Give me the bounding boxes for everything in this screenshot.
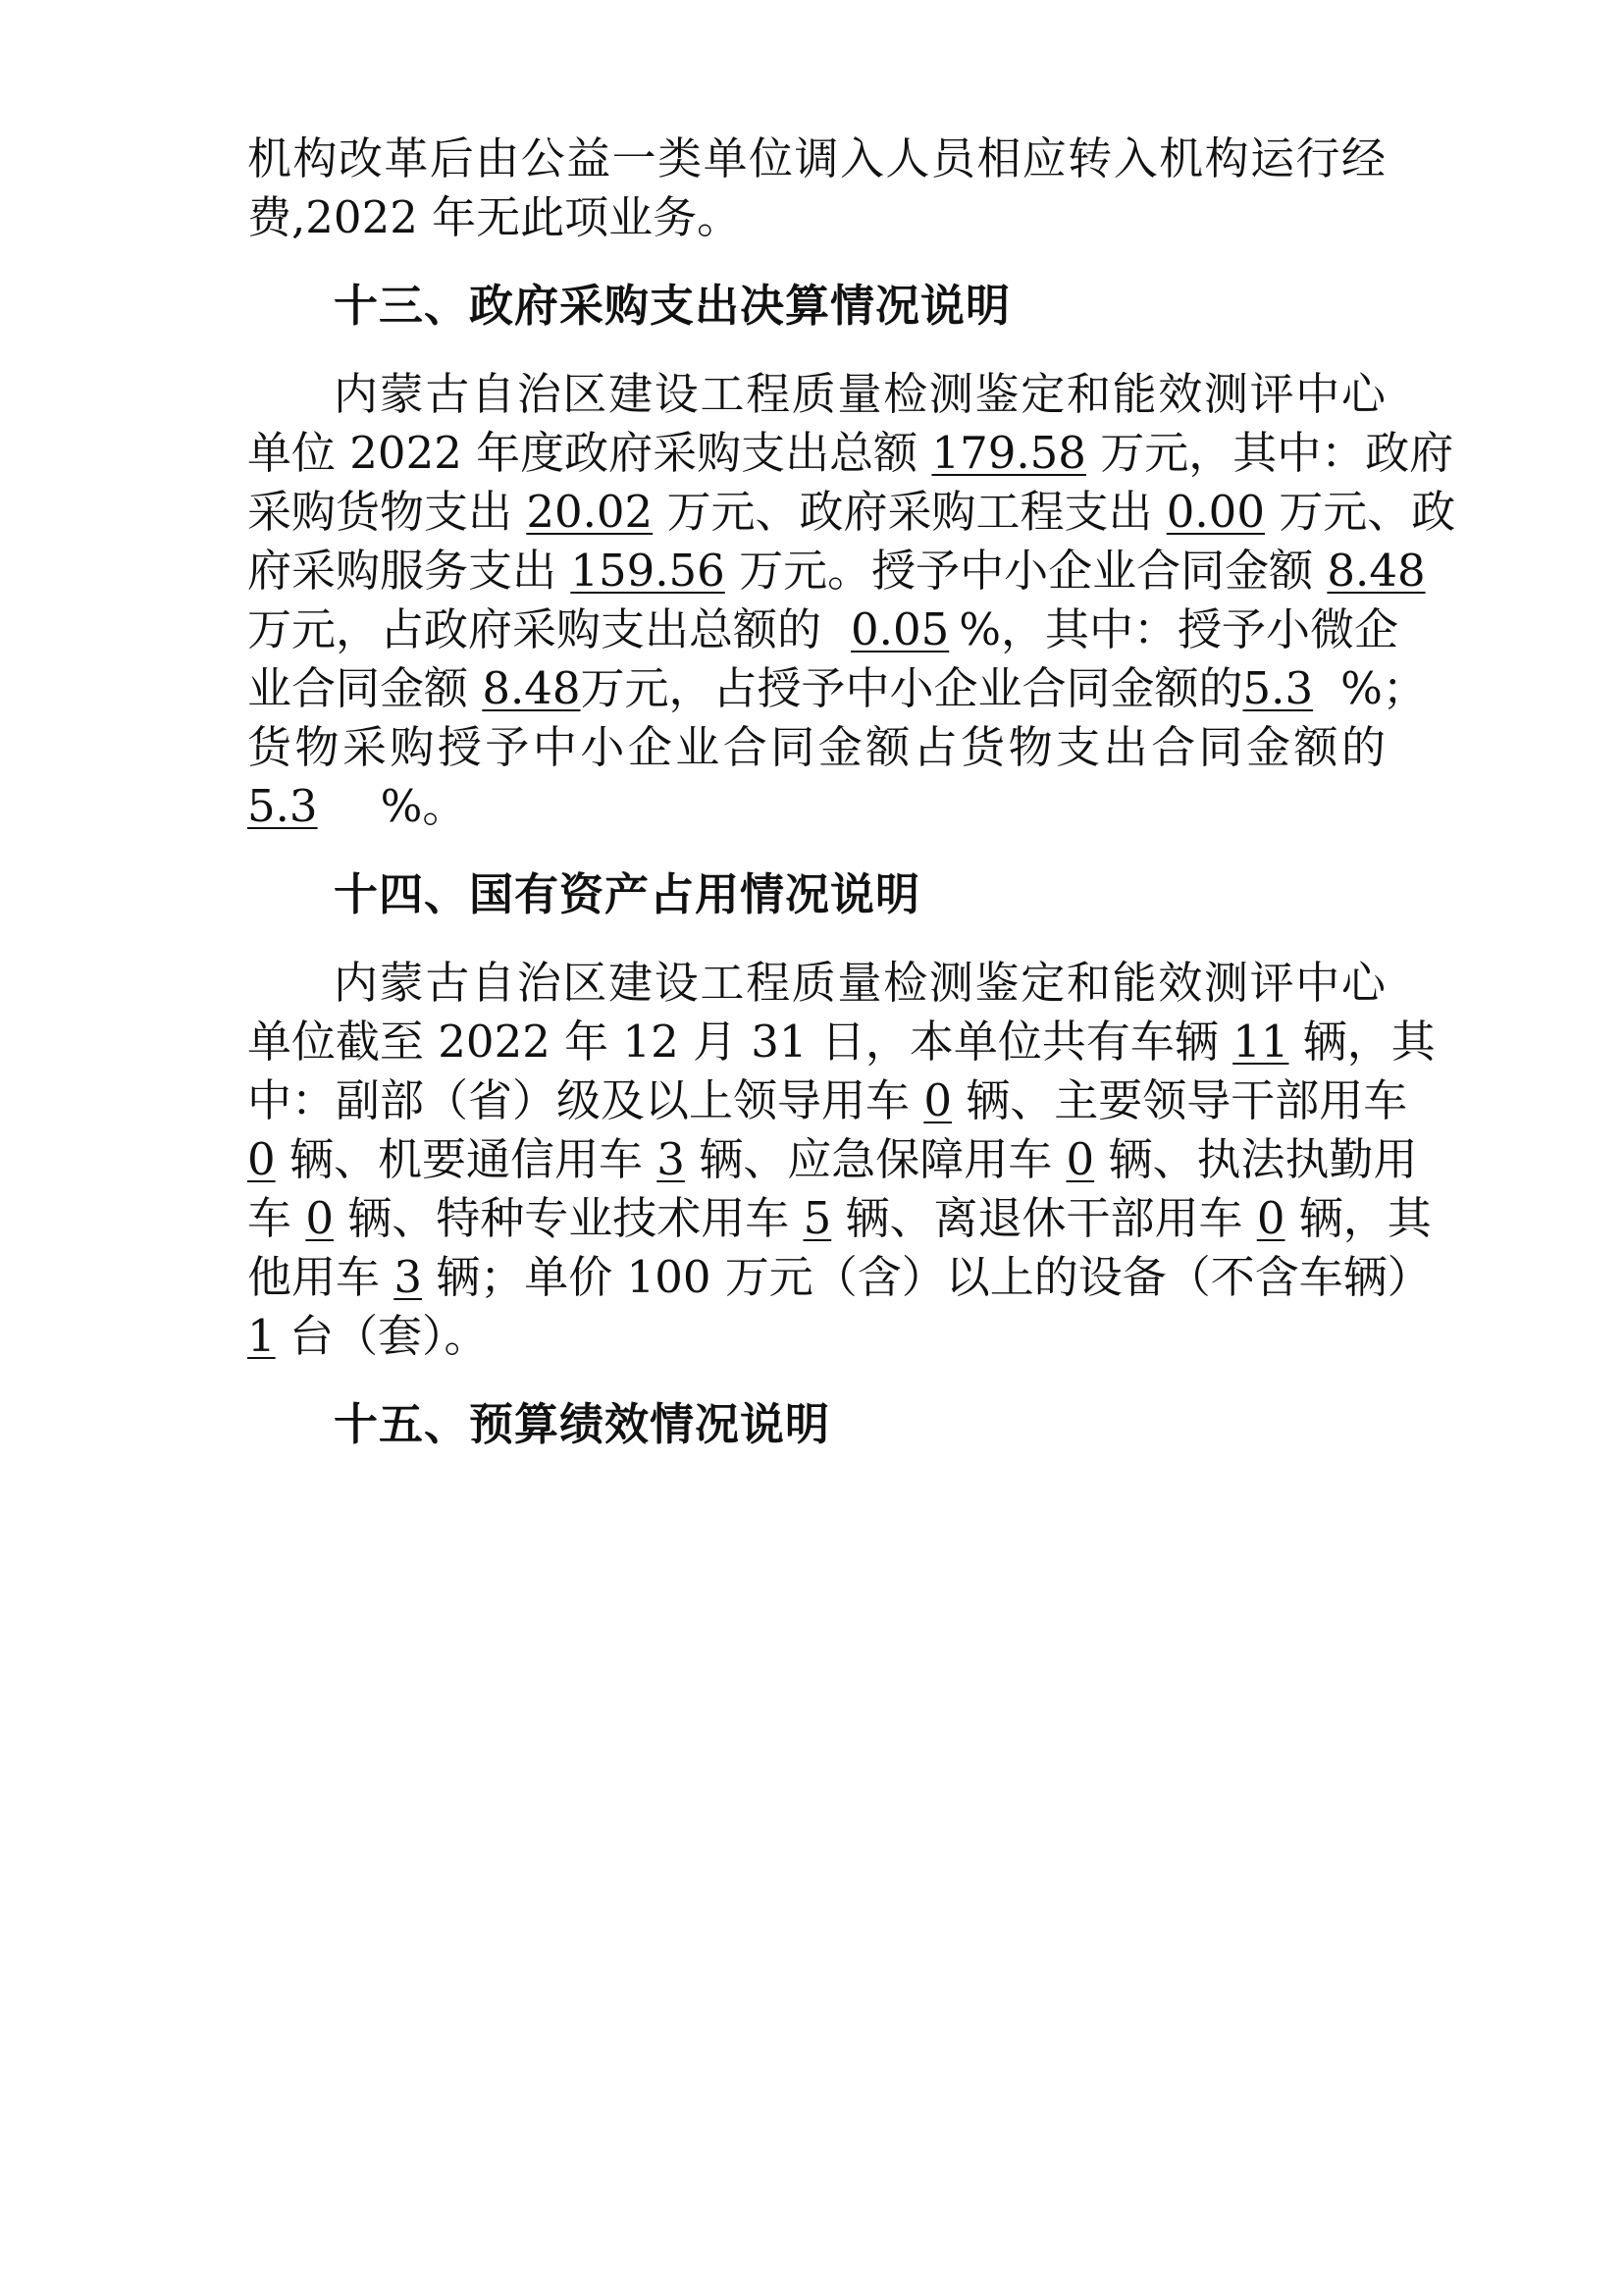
paragraph-14-line-7 bbox=[247, 1307, 488, 1366]
paragraph-14-line-3 bbox=[247, 1071, 1408, 1130]
text-run: 车 bbox=[247, 1192, 306, 1244]
sme-share-value bbox=[821, 603, 959, 655]
text-run: 单位 2022 年度政府采购支出总额 bbox=[247, 427, 932, 479]
service-procurement-value: 159.56 bbox=[570, 545, 725, 597]
paragraph-14-line-5 bbox=[247, 1189, 1432, 1248]
equipment-count: 1 bbox=[247, 1310, 276, 1362]
retired-cadre-vehicle-count: 0 bbox=[1256, 1192, 1285, 1244]
goods-sme-share-value bbox=[247, 780, 367, 832]
vehicle-total-count: 11 bbox=[1232, 1016, 1289, 1068]
body-text-line: 费,2022 年无此项业务。 bbox=[247, 191, 742, 243]
text-run: 万元、政府采购工程支出 bbox=[653, 486, 1167, 538]
micro-enterprise-contract-value: 8.48 bbox=[482, 662, 581, 714]
paragraph-13-line-8 bbox=[247, 777, 466, 836]
goods-procurement-value: 20.02 bbox=[526, 486, 654, 538]
text-run: 万元，占授予中小企业合同金额的 bbox=[580, 662, 1243, 714]
confidential-comm-vehicle-count: 3 bbox=[656, 1133, 685, 1185]
other-vehicle-count: 3 bbox=[393, 1251, 422, 1303]
special-technical-vehicle-count: 5 bbox=[803, 1192, 832, 1244]
text-run: 辆；单价 100 万元（含）以上的设备（不含车辆） bbox=[421, 1251, 1432, 1303]
text-run: 中：副部（省）级及以上领导用车 bbox=[247, 1074, 924, 1126]
text-run: 0.05 bbox=[851, 603, 950, 655]
paragraph-13-line-2 bbox=[247, 424, 1454, 483]
text-run: 万元、政 bbox=[1264, 486, 1456, 538]
paragraph-13-line-1: 内蒙古自治区建设工程质量检测鉴定和能效测评中心 bbox=[334, 368, 1386, 420]
text-run: 府采购服务支出 bbox=[247, 545, 571, 597]
paragraph-13-line-5 bbox=[247, 600, 1398, 659]
emergency-vehicle-count: 0 bbox=[1066, 1133, 1095, 1185]
text-run: 采购货物支出 bbox=[247, 486, 527, 538]
text-run: 辆、机要通信用车 bbox=[275, 1133, 657, 1185]
sme-contract-value: 8.48 bbox=[1327, 545, 1426, 597]
text-run: 万元，其中：政府 bbox=[1085, 427, 1454, 479]
text-run: 万元。授予中小企业合同金额 bbox=[724, 545, 1328, 597]
law-enforcement-vehicle-count: 0 bbox=[305, 1192, 334, 1244]
text-run: 业合同金额 bbox=[247, 662, 483, 714]
text-run: 5.3 bbox=[1242, 662, 1314, 714]
text-run: %，其中：授予小微企 bbox=[959, 603, 1398, 655]
paragraph-13-line-4 bbox=[247, 542, 1426, 600]
paragraph-13-line-6 bbox=[247, 659, 1427, 718]
text-run: 台（套）。 bbox=[275, 1310, 489, 1362]
procurement-total-value: 179.58 bbox=[931, 427, 1086, 479]
text-run: 辆、执法执勤用 bbox=[1094, 1133, 1418, 1185]
section-heading-13: 十三、政府采购支出决算情况说明 bbox=[334, 280, 1012, 332]
text-run: 5.3 bbox=[247, 780, 318, 832]
text-run: 辆，其 bbox=[1284, 1192, 1432, 1244]
paragraph-14-line-4 bbox=[247, 1130, 1418, 1189]
paragraph-13-line-3 bbox=[247, 483, 1456, 542]
text-run: 辆，其 bbox=[1288, 1016, 1436, 1068]
section-heading-14: 十四、国有资产占用情况说明 bbox=[334, 868, 921, 920]
main-leader-vehicle-count: 0 bbox=[247, 1133, 276, 1185]
text-run: 辆、特种专业技术用车 bbox=[333, 1192, 804, 1244]
text-run: 他用车 bbox=[247, 1251, 394, 1303]
engineering-procurement-value: 0.00 bbox=[1166, 486, 1265, 538]
micro-share-value bbox=[1243, 662, 1341, 714]
body-text-line: 机构改革后由公益一类单位调入人员相应转入机构运行经 bbox=[247, 132, 1386, 184]
text-run: 单位截至 2022 年 12 月 31 日，本单位共有车辆 bbox=[247, 1016, 1233, 1068]
text-run: %。 bbox=[380, 780, 467, 832]
section-heading-15: 十五、预算绩效情况说明 bbox=[334, 1398, 831, 1450]
text-run: 辆、应急保障用车 bbox=[684, 1133, 1067, 1185]
text-run: 辆、主要领导干部用车 bbox=[951, 1074, 1408, 1126]
senior-leader-vehicle-count: 0 bbox=[923, 1074, 952, 1126]
paragraph-13-line-7: 货物采购授予中小企业合同金额占货物支出合同金额的 bbox=[247, 721, 1386, 773]
text-run: %； bbox=[1340, 662, 1427, 714]
paragraph-14-line-6 bbox=[247, 1248, 1432, 1307]
paragraph-14-line-2 bbox=[247, 1013, 1436, 1071]
text-run: 万元，占政府采购支出总额的 bbox=[247, 603, 822, 655]
text-run: 辆、离退休干部用车 bbox=[831, 1192, 1257, 1244]
paragraph-14-line-1: 内蒙古自治区建设工程质量检测鉴定和能效测评中心 bbox=[334, 957, 1386, 1009]
